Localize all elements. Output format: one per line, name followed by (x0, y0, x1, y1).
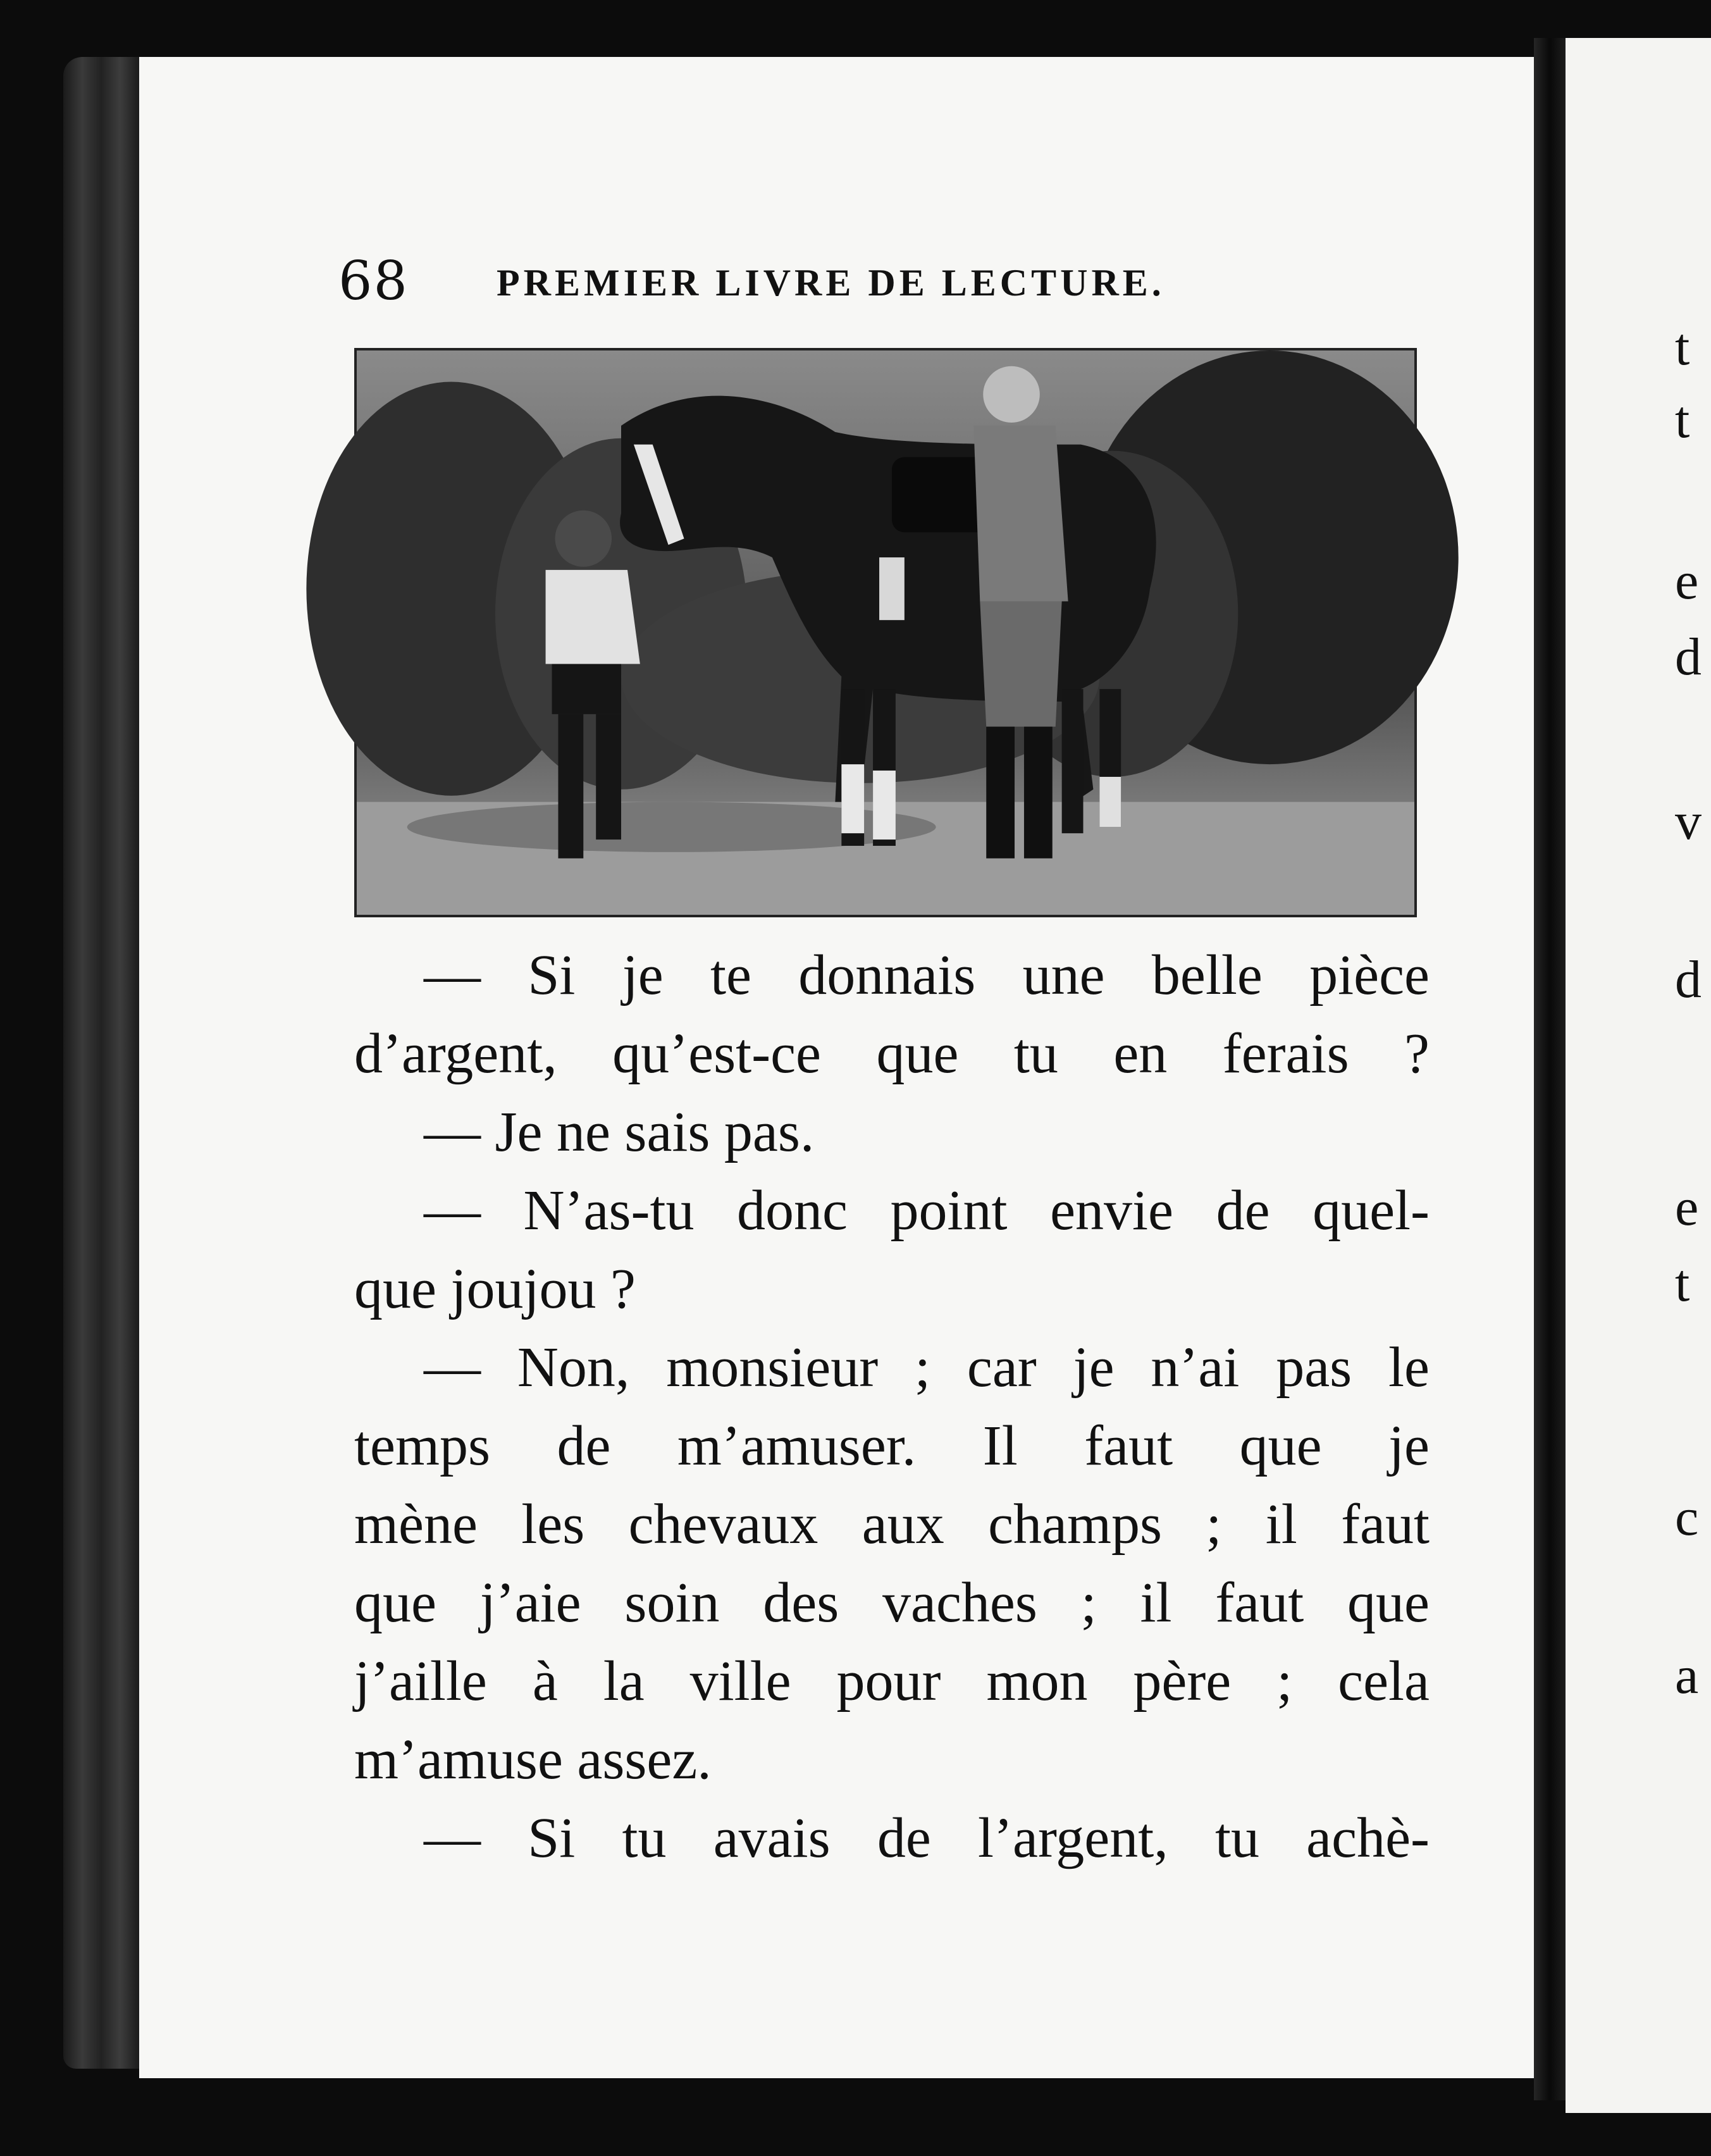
text-line: d’argent, qu’est-ce que tu en ferais ? (354, 1022, 1430, 1085)
running-title: PREMIER LIVRE DE LECTURE. (497, 262, 1165, 304)
book-gutter (1534, 38, 1566, 2100)
body-text (354, 936, 1430, 1878)
running-header (338, 250, 1325, 319)
text-line: j’aille à la ville pour mon père ; cela (354, 1650, 1430, 1713)
page-edges (63, 57, 139, 2069)
text-line: — Si tu avais de l’argent, tu achè- (424, 1807, 1430, 1869)
right-page-fragment: e (1675, 552, 1699, 610)
text-line: m’amuse assez. (354, 1728, 712, 1791)
illustration (354, 348, 1417, 917)
right-page-fragment: v (1675, 792, 1702, 851)
text-line: temps de m’amuser. Il faut que je (354, 1415, 1430, 1477)
text-line: mène les chevaux aux champs ; il faut (354, 1493, 1430, 1556)
right-page-fragment: t (1675, 390, 1690, 449)
right-page-fragment: d (1675, 950, 1702, 1009)
text-line: que j’aie soin des vaches ; il faut que (354, 1571, 1430, 1634)
page-number: 68 (338, 250, 409, 312)
boy-man-horse-illustration-icon (357, 350, 1414, 915)
right-page-fragment: a (1675, 1646, 1699, 1705)
right-page-fragment: d (1675, 628, 1702, 686)
text-line: que joujou ? (354, 1258, 636, 1320)
text-line: — Je ne sais pas. (424, 1101, 815, 1163)
right-page-fragment: e (1675, 1178, 1699, 1237)
right-page-fragment: t (1675, 1254, 1690, 1313)
right-page-fragment: c (1675, 1488, 1699, 1547)
text-line: — Si je te donnais une belle pièce (424, 944, 1430, 1007)
right-page-fragment: t (1675, 318, 1690, 376)
text-line: — Non, monsieur ; car je n’ai pas le (424, 1336, 1430, 1399)
text-line: — N’as-tu donc point envie de quel- (424, 1179, 1430, 1242)
